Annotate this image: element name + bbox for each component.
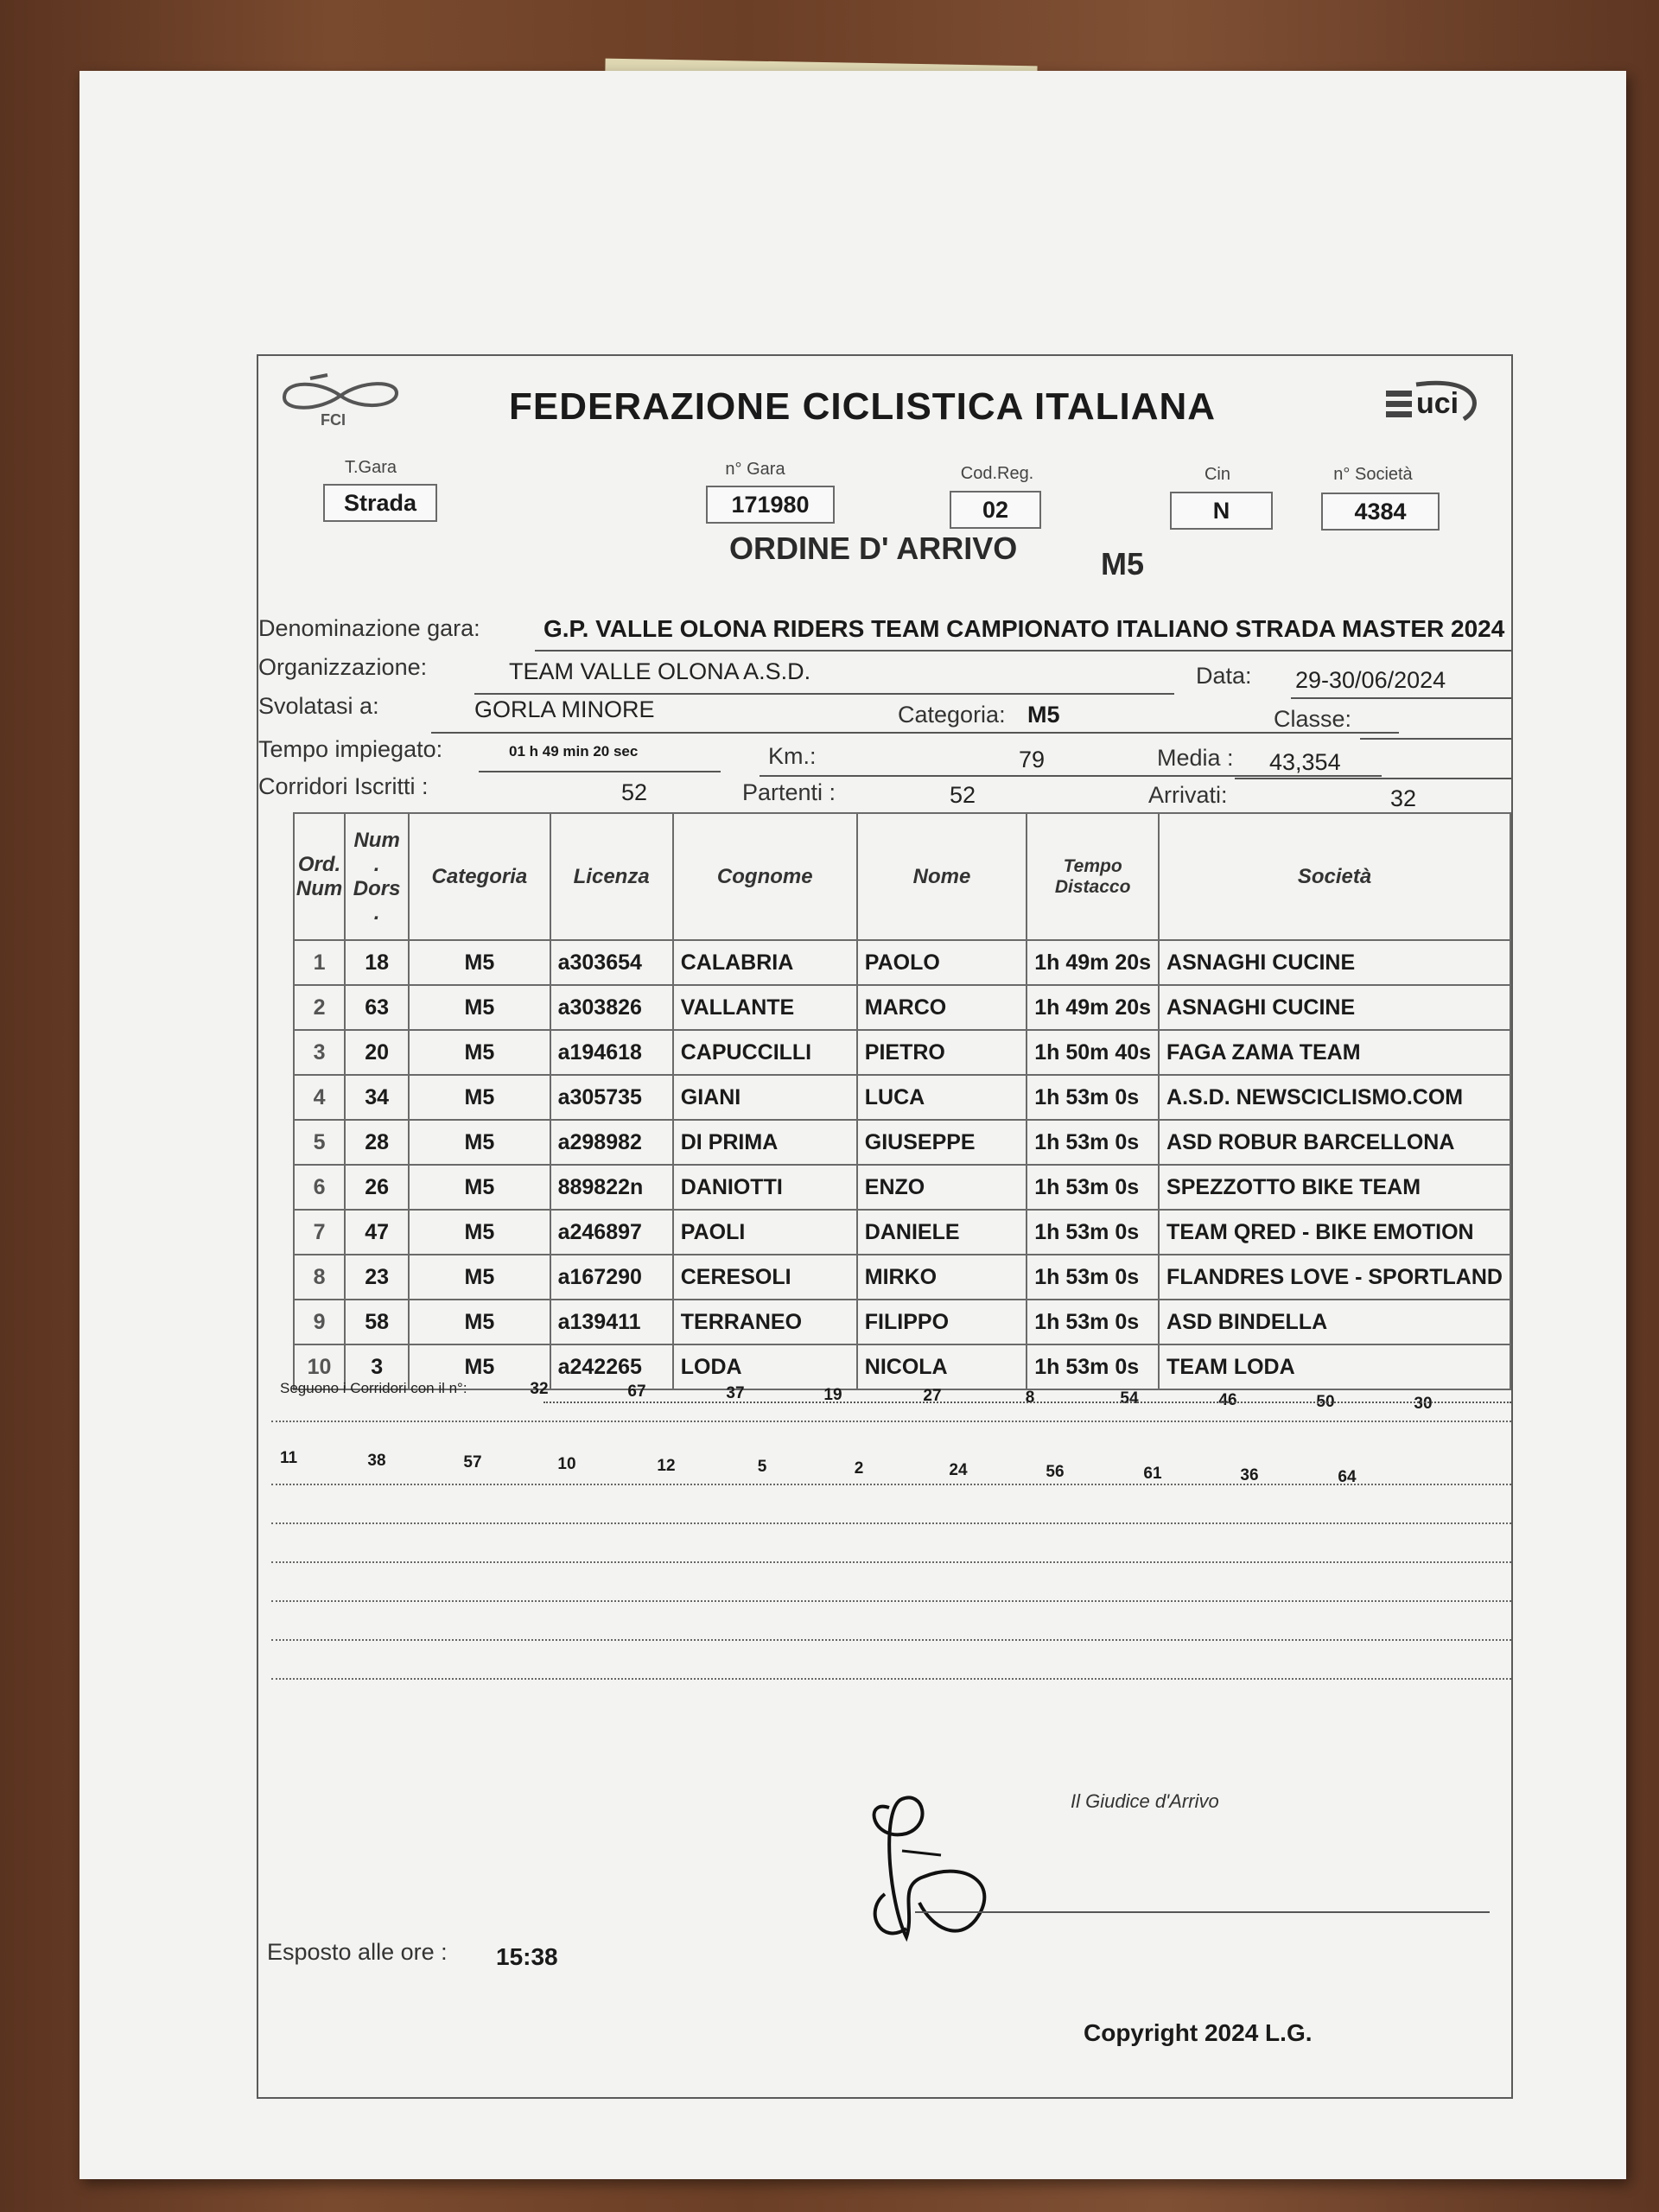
cell-categoria: M5 xyxy=(409,1255,550,1300)
cell-cognome: CERESOLI xyxy=(673,1255,857,1300)
cell-societa: TEAM QRED - BIKE EMOTION xyxy=(1159,1210,1510,1255)
cell-ord: 8 xyxy=(294,1255,345,1300)
table-row xyxy=(294,1344,1510,1389)
cell-nome: ENZO xyxy=(857,1165,1027,1210)
follower-number: 19 xyxy=(823,1386,842,1404)
page-title: FEDERAZIONE CICLISTICA ITALIANA xyxy=(509,385,1217,428)
organizzazione-label: Organizzazione: xyxy=(258,654,428,680)
ruled-line xyxy=(271,1522,1511,1524)
cell-num: 20 xyxy=(345,1030,409,1075)
field-value-codreg: 02 xyxy=(950,491,1041,529)
copyright: Copyright 2024 L.G. xyxy=(1084,2019,1313,2046)
cell-licenza: a305735 xyxy=(550,1075,673,1120)
follower-number: 61 xyxy=(1143,1465,1162,1483)
ruled-line xyxy=(271,1561,1511,1563)
cell-cognome: TERRANEO xyxy=(673,1300,857,1344)
cell-categoria: M5 xyxy=(409,1075,550,1120)
cell-num: 28 xyxy=(345,1120,409,1165)
field-value-ngara: 171980 xyxy=(706,486,835,524)
cell-licenza: a303826 xyxy=(550,985,673,1030)
categoria-label: Categoria: xyxy=(898,702,1006,728)
follower-number: 24 xyxy=(949,1461,968,1479)
cell-categoria: M5 xyxy=(409,1300,550,1344)
follower-number: 2 xyxy=(854,1459,864,1478)
follower-number: 54 xyxy=(1120,1389,1139,1408)
follower-number: 10 xyxy=(557,1455,576,1473)
denominazione-line xyxy=(535,650,1511,652)
header-cognome: Cognome xyxy=(673,813,857,940)
cell-ord: 2 xyxy=(294,985,345,1030)
field-caption-tgara: T.Gara xyxy=(344,458,397,477)
follower-number: 56 xyxy=(1046,1463,1065,1481)
follower-number: 11 xyxy=(279,1449,298,1467)
organizzazione-value: TEAM VALLE OLONA A.S.D. xyxy=(509,658,811,684)
header-categoria: Categoria xyxy=(409,813,550,940)
cell-tempo: 1h 49m 20s xyxy=(1027,940,1159,985)
cell-ord: 10 xyxy=(294,1344,345,1389)
cell-nome: PIETRO xyxy=(857,1030,1027,1075)
cell-categoria: M5 xyxy=(409,1120,550,1165)
table-row xyxy=(294,1030,1510,1075)
cell-categoria: M5 xyxy=(409,1344,550,1389)
cell-num: 63 xyxy=(345,985,409,1030)
field-value-nsocieta: 4384 xyxy=(1321,493,1440,531)
header-societa: Società xyxy=(1159,813,1510,940)
table-row xyxy=(294,1120,1510,1165)
followers-label: Seguono i Corridori con il n°: xyxy=(280,1380,467,1396)
header-nome: Nome xyxy=(857,813,1027,940)
svolatasi-label: Svolatasi a: xyxy=(258,693,379,719)
cell-num: 23 xyxy=(345,1255,409,1300)
categoria-value: M5 xyxy=(1027,702,1060,728)
cell-nome: MARCO xyxy=(857,985,1027,1030)
cell-tempo: 1h 53m 0s xyxy=(1027,1255,1159,1300)
table-row xyxy=(294,1075,1510,1120)
cell-licenza: 889822n xyxy=(550,1165,673,1210)
cell-nome: FILIPPO xyxy=(857,1300,1027,1344)
classe-label: Classe: xyxy=(1274,706,1352,732)
subtitle: ORDINE D' ARRIVO xyxy=(729,531,1018,566)
signature-line xyxy=(915,1911,1490,1913)
followers-line-1 xyxy=(543,1402,1511,1403)
cell-licenza: a298982 xyxy=(550,1120,673,1165)
fci-logo-icon xyxy=(276,372,405,432)
follower-number: 27 xyxy=(923,1387,942,1405)
header-licenza: Licenza xyxy=(550,813,673,940)
cell-societa: FLANDRES LOVE - SPORTLAND xyxy=(1159,1255,1510,1300)
cell-tempo: 1h 49m 20s xyxy=(1027,985,1159,1030)
cell-societa: FAGA ZAMA TEAM xyxy=(1159,1030,1510,1075)
arrivati-label: Arrivati: xyxy=(1148,782,1228,808)
denominazione-label: Denominazione gara: xyxy=(258,615,480,641)
cell-cognome: PAOLI xyxy=(673,1210,857,1255)
header-tempo: Tempo Distacco xyxy=(1027,813,1159,940)
cell-categoria: M5 xyxy=(409,1165,550,1210)
cell-num: 18 xyxy=(345,940,409,985)
cell-tempo: 1h 50m 40s xyxy=(1027,1030,1159,1075)
cell-cognome: VALLANTE xyxy=(673,985,857,1030)
table-row xyxy=(294,1300,1510,1344)
data-label: Data: xyxy=(1196,663,1252,689)
cell-licenza: a246897 xyxy=(550,1210,673,1255)
fci-logo-text: FCI xyxy=(321,411,346,429)
ruled-line xyxy=(271,1639,1511,1641)
results-table xyxy=(293,812,1511,1390)
follower-number: 38 xyxy=(367,1452,386,1470)
uci-logo-text: uci xyxy=(1416,387,1459,420)
category-heading: M5 xyxy=(1101,546,1145,582)
svolatasi-value: GORLA MINORE xyxy=(474,696,655,722)
tempo-impiegato-label: Tempo impiegato: xyxy=(258,736,443,762)
cell-ord: 1 xyxy=(294,940,345,985)
follower-number: 5 xyxy=(757,1458,767,1476)
cell-nome: GIUSEPPE xyxy=(857,1120,1027,1165)
cell-categoria: M5 xyxy=(409,985,550,1030)
media-line xyxy=(1235,778,1511,779)
cell-nome: NICOLA xyxy=(857,1344,1027,1389)
cell-ord: 9 xyxy=(294,1300,345,1344)
iscritti-label: Corridori Iscritti : xyxy=(258,773,429,799)
cell-licenza: a167290 xyxy=(550,1255,673,1300)
cell-societa: ASNAGHI CUCINE xyxy=(1159,940,1510,985)
cell-cognome: DANIOTTI xyxy=(673,1165,857,1210)
follower-number: 57 xyxy=(463,1453,482,1471)
cell-tempo: 1h 53m 0s xyxy=(1027,1300,1159,1344)
cell-societa: A.S.D. NEWSCICLISMO.COM xyxy=(1159,1075,1510,1120)
follower-number: 46 xyxy=(1218,1391,1237,1409)
header-ord: Ord. Num xyxy=(294,813,345,940)
tempo-line xyxy=(479,771,721,772)
field-caption-cin: Cin xyxy=(1204,465,1230,484)
cell-nome: MIRKO xyxy=(857,1255,1027,1300)
arrival-order-form xyxy=(257,354,1513,2099)
paper-sheet xyxy=(79,71,1626,2179)
cell-societa: SPEZZOTTO BIKE TEAM xyxy=(1159,1165,1510,1210)
table-row xyxy=(294,1210,1510,1255)
cell-categoria: M5 xyxy=(409,940,550,985)
field-caption-codreg: Cod.Reg. xyxy=(960,464,1034,483)
follower-number: 67 xyxy=(627,1382,646,1401)
arrivati-value: 32 xyxy=(1390,785,1417,811)
cell-tempo: 1h 53m 0s xyxy=(1027,1120,1159,1165)
cell-ord: 4 xyxy=(294,1075,345,1120)
table-row xyxy=(294,1255,1510,1300)
cell-societa: ASD BINDELLA xyxy=(1159,1300,1510,1344)
ruled-line xyxy=(271,1421,1511,1422)
data-value: 29-30/06/2024 xyxy=(1295,667,1446,693)
cell-tempo: 1h 53m 0s xyxy=(1027,1210,1159,1255)
cell-tempo: 1h 53m 0s xyxy=(1027,1344,1159,1389)
table-header-row xyxy=(294,813,1510,940)
iscritti-value: 52 xyxy=(621,779,648,805)
field-caption-ngara: n° Gara xyxy=(725,460,785,479)
cell-societa: ASD ROBUR BARCELLONA xyxy=(1159,1120,1510,1165)
esposto-value: 15:38 xyxy=(496,1943,558,1970)
km-value: 79 xyxy=(1019,747,1046,772)
table-row xyxy=(294,1165,1510,1210)
field-value-tgara: Strada xyxy=(323,484,437,522)
cell-num: 34 xyxy=(345,1075,409,1120)
svolatasi-line xyxy=(431,732,1399,734)
table-row xyxy=(294,985,1510,1030)
cell-licenza: a242265 xyxy=(550,1344,673,1389)
follower-number: 50 xyxy=(1316,1393,1335,1411)
cell-nome: LUCA xyxy=(857,1075,1027,1120)
cell-cognome: CAPUCCILLI xyxy=(673,1030,857,1075)
cell-categoria: M5 xyxy=(409,1210,550,1255)
data-line xyxy=(1291,697,1511,699)
cell-ord: 3 xyxy=(294,1030,345,1075)
cell-num: 26 xyxy=(345,1165,409,1210)
uci-logo-icon xyxy=(1382,372,1494,441)
cell-num: 58 xyxy=(345,1300,409,1344)
cell-licenza: a194618 xyxy=(550,1030,673,1075)
cell-licenza: a139411 xyxy=(550,1300,673,1344)
field-caption-nsocieta: n° Società xyxy=(1333,465,1413,484)
follower-number: 30 xyxy=(1414,1395,1433,1413)
signature-icon xyxy=(855,1782,1027,1955)
cell-num: 3 xyxy=(345,1344,409,1389)
km-label: Km.: xyxy=(768,743,817,769)
cell-categoria: M5 xyxy=(409,1030,550,1075)
media-label: Media : xyxy=(1157,745,1234,771)
follower-number: 36 xyxy=(1240,1466,1259,1484)
ruled-line xyxy=(271,1678,1511,1680)
cell-nome: PAOLO xyxy=(857,940,1027,985)
esposto-label: Esposto alle ore : xyxy=(267,1939,448,1965)
follower-number: 64 xyxy=(1338,1468,1357,1486)
cell-licenza: a303654 xyxy=(550,940,673,985)
organizzazione-line xyxy=(474,693,1174,695)
follower-number: 8 xyxy=(1025,1389,1035,1407)
cell-cognome: GIANI xyxy=(673,1075,857,1120)
header-num: Num . Dors . xyxy=(345,813,409,940)
media-value: 43,354 xyxy=(1269,749,1341,775)
follower-number: 37 xyxy=(726,1384,745,1402)
cell-cognome: LODA xyxy=(673,1344,857,1389)
field-value-cin: N xyxy=(1170,492,1273,530)
cell-nome: DANIELE xyxy=(857,1210,1027,1255)
cell-ord: 5 xyxy=(294,1120,345,1165)
tempo-impiegato-value: 01 h 49 min 20 sec xyxy=(509,743,639,760)
cell-num: 47 xyxy=(345,1210,409,1255)
partenti-label: Partenti : xyxy=(742,779,836,805)
partenti-value: 52 xyxy=(950,782,976,808)
cell-ord: 6 xyxy=(294,1165,345,1210)
table-row xyxy=(294,940,1510,985)
cell-tempo: 1h 53m 0s xyxy=(1027,1075,1159,1120)
follower-number: 32 xyxy=(530,1380,549,1398)
ruled-line xyxy=(271,1484,1511,1485)
cell-cognome: CALABRIA xyxy=(673,940,857,985)
cell-societa: ASNAGHI CUCINE xyxy=(1159,985,1510,1030)
cell-cognome: DI PRIMA xyxy=(673,1120,857,1165)
classe-line xyxy=(1360,738,1511,740)
cell-ord: 7 xyxy=(294,1210,345,1255)
ruled-line xyxy=(271,1600,1511,1602)
follower-number: 12 xyxy=(657,1457,676,1475)
denominazione-value: G.P. VALLE OLONA RIDERS TEAM CAMPIONATO ITALIANO STRADA MASTER 2024 xyxy=(543,615,1505,642)
cell-societa: TEAM LODA xyxy=(1159,1344,1510,1389)
giudice-label: Il Giudice d'Arrivo xyxy=(1071,1790,1219,1812)
cell-tempo: 1h 53m 0s xyxy=(1027,1165,1159,1210)
